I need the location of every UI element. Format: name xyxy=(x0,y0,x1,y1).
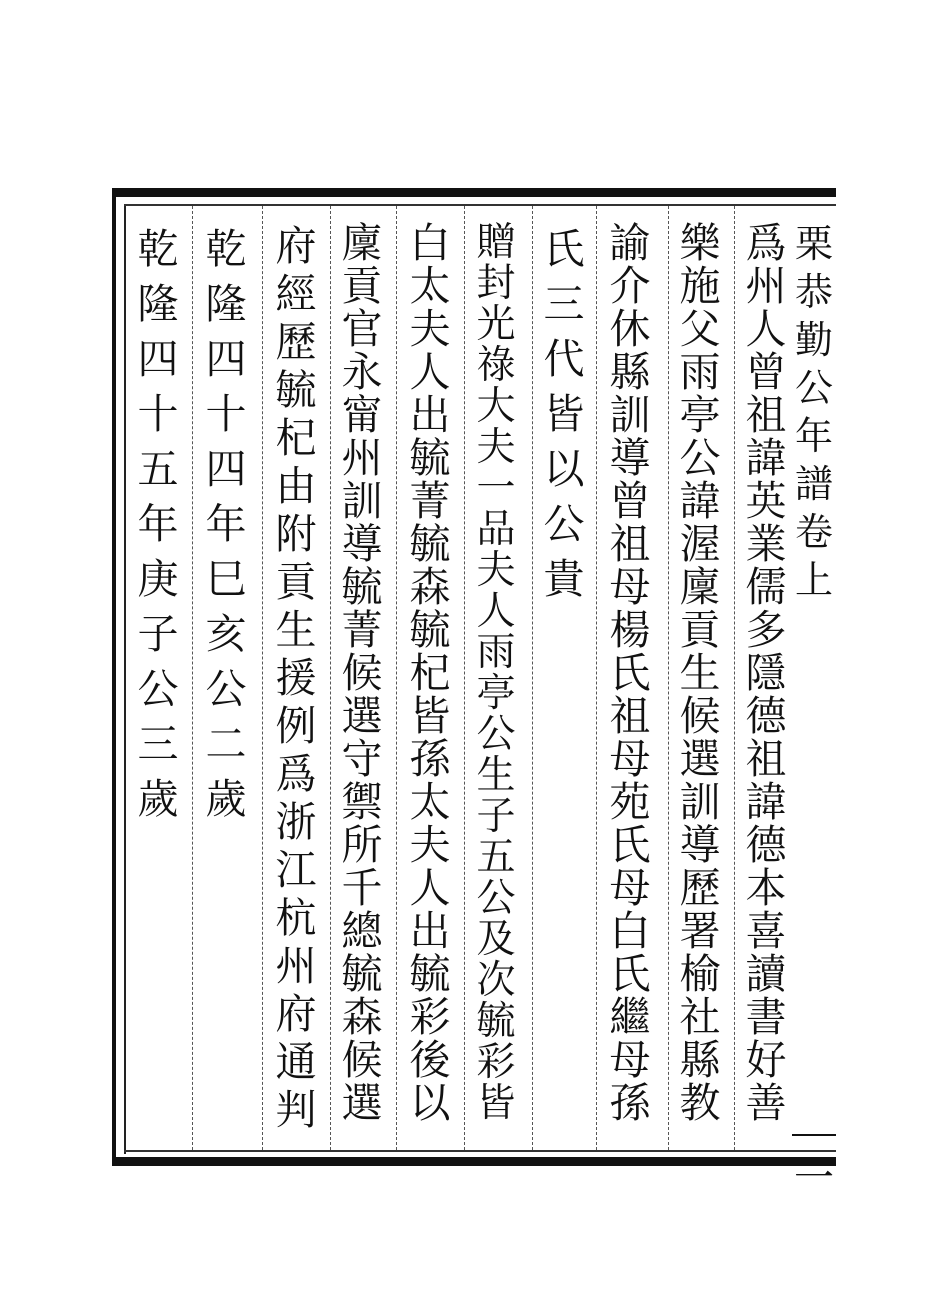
column-rule xyxy=(262,206,264,1150)
frame-inner-left-rule xyxy=(124,204,126,1154)
frame-inner-top-rule xyxy=(124,204,836,206)
text-column-6: 白太夫人出毓菁毓森毓杞皆孫太夫人出毓彩後以 xyxy=(409,219,451,1127)
column-rule xyxy=(464,206,466,1150)
text-column-8: 府經歷毓杞由附貢生援例爲浙江杭州府通判 xyxy=(275,222,317,1134)
frame-inner-bottom-rule xyxy=(124,1150,836,1152)
text-column-3: 諭介休縣訓導曾祖母楊氏祖母苑氏母白氏繼母孫 xyxy=(609,219,651,1127)
text-column-2: 樂施父雨亭公諱渥廩貢生候選訓導歷署榆社縣教 xyxy=(679,219,721,1127)
margin-rule xyxy=(792,1134,836,1136)
margin-book-title: 栗恭勤公年譜 卷上 xyxy=(794,222,833,602)
column-rule xyxy=(532,206,534,1150)
column-rule xyxy=(396,206,398,1150)
column-rule xyxy=(192,206,194,1150)
text-column-4: 氏三代皆以公貴 xyxy=(543,225,585,603)
text-column-5: 贈封光祿大夫一品夫人雨亭公生子五公及次毓彩皆 xyxy=(476,220,516,1126)
text-column-10: 乾隆四十五年庚子公三歲 xyxy=(137,225,179,823)
text-column-1: 爲州人曾祖諱英業儒多隱德祖諱德本喜讀書好善 xyxy=(745,219,787,1127)
margin-column xyxy=(792,206,836,1201)
column-rule xyxy=(330,206,332,1150)
page-number: 一 xyxy=(794,1155,834,1201)
text-column-7: 廩貢官永甯州訓導毓菁候選守禦所千總毓森候選 xyxy=(341,219,383,1127)
text-column-9: 乾隆四十四年巳亥公二歲 xyxy=(205,225,247,823)
column-rule xyxy=(596,206,598,1150)
column-rule xyxy=(734,206,736,1150)
column-rule xyxy=(668,206,670,1150)
